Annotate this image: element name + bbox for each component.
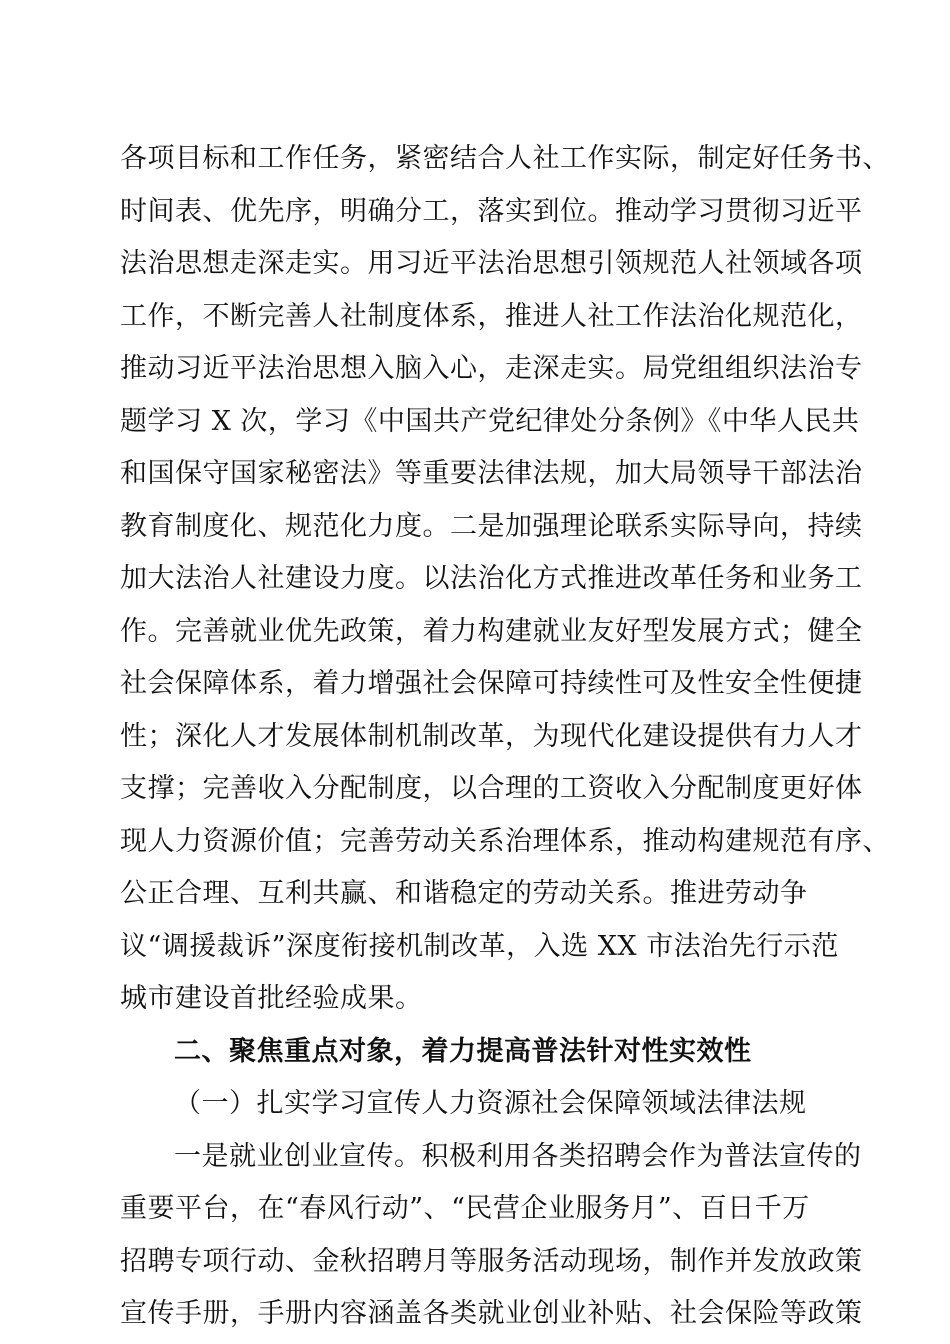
paragraph-line: 时间表、优先序，明确分工，落实到位。推动学习贯彻习近平 <box>120 195 863 227</box>
paragraph-line: 公正合理、互利共赢、和谐稳定的劳动关系。推进劳动争 <box>120 878 808 909</box>
paragraph-line: 教育制度化、规范化力度。二是加强理论联系实际导向，持续 <box>120 510 863 542</box>
paragraph-1 <box>120 133 890 1026</box>
paragraph-line: 题学习 X 次，学习《中国共产党纪律处分条例》《中华人民共 <box>120 405 860 437</box>
paragraph-line: 作。完善就业优先政策，着力构建就业友好型发展方式；健全 <box>120 615 863 647</box>
paragraph-line: 宣传手册，手册内容涵盖各类就业创业补贴、社会保险等政策 <box>120 1298 863 1329</box>
paragraph-line: 和国保守国家秘密法》等重要法律法规，加大局领导干部法治 <box>120 458 863 489</box>
paragraph-line: 推动习近平法治思想入脑入心，走深走实。局党组组织法治专 <box>120 353 863 384</box>
paragraph-line: 现人力资源价值；完善劳动关系治理体系，推动构建规范有序、 <box>120 825 890 857</box>
paragraph-line: 各项目标和工作任务，紧密结合人社工作实际，制定好任务书、 <box>120 143 890 174</box>
paragraph-line: 招聘专项行动、金秋招聘月等服务活动现场，制作并发放政策 <box>120 1245 863 1277</box>
paragraph-line: 重要平台，在“春风行动”、“民营企业服务月”、百日千万 <box>120 1193 810 1224</box>
paragraph-line: 性；深化人才发展体制机制改革，为现代化建设提供有力人才 <box>120 720 863 752</box>
section-heading: 二、聚焦重点对象，着力提高普法针对性实效性 <box>174 1035 752 1067</box>
paragraph-line: 城市建设首批经验成果。 <box>120 983 423 1014</box>
paragraph-line: 议“调援裁诉”深度衔接机制改革，入选 XX 市法治先行示范 <box>120 930 839 962</box>
paragraph-line: 加大法治人社建设力度。以法治化方式推进改革任务和业务工 <box>120 563 863 594</box>
paragraph-line: 一是就业创业宣传。积极利用各类招聘会作为普法宣传的 <box>174 1140 862 1172</box>
paragraph-line: 社会保障体系，着力增强社会保障可持续性可及性安全性便捷 <box>120 668 863 699</box>
paragraph-2 <box>120 1131 863 1341</box>
subsection-heading: （一）扎实学习宣传人力资源社会保障领域法律法规 <box>174 1088 807 1119</box>
paragraph-line: 工作，不断完善人社制度体系，推进人社工作法治化规范化， <box>120 300 863 332</box>
paragraph-line: 支撑；完善收入分配制度，以合理的工资收入分配制度更好体 <box>120 773 863 804</box>
paragraph-line: 法治思想走深走实。用习近平法治思想引领规范人社领域各项 <box>120 248 863 279</box>
document-body <box>120 133 890 1341</box>
